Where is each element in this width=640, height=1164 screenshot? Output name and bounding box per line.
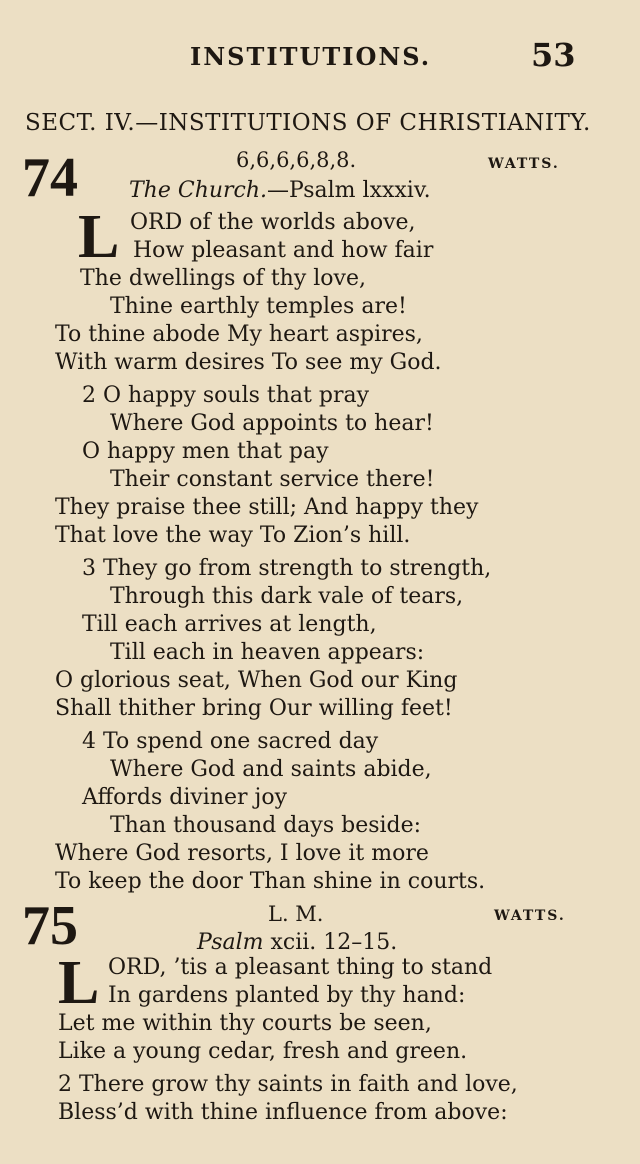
verse-line: Than thousand days beside: [110,813,422,838]
verse-line: With warm desires To see my God. [55,350,442,375]
hymn-subtitle [197,930,397,955]
verse-line: The dwellings of thy love, [80,266,366,291]
hymn-author: WATTS. [488,156,560,172]
verse-line: 2 O happy souls that pray [82,383,370,408]
verse-line: O glorious seat, When God our King [55,668,458,693]
verse-line: Bless’d with thine influence from above: [58,1100,508,1125]
verse-line: Through this dark vale of tears, [110,584,464,609]
verse-line: Till each arrives at length, [82,612,377,637]
verse-line: How pleasant and how fair [133,238,434,263]
drop-cap: L [58,949,100,1017]
running-header: INSTITUTIONS. [190,42,432,71]
hymn-subtitle-text: —Psalm lxxxiv. [267,178,431,203]
hymn-meter: L. M. [268,902,324,926]
page-number: 53 [531,36,576,74]
verse-line: Shall thither bring Our willing feet! [55,696,453,721]
hymn-subtitle-text: xcii. 12–15. [263,930,398,955]
hymn-subtitle-italic: The Church. [129,178,268,203]
verse-line: To keep the door Than shine in courts. [55,869,486,894]
verse-line: Where God and saints abide, [110,757,432,782]
verse-line: 3 They go from strength to strength, [82,556,492,581]
hymn-author: WATTS. [494,908,566,924]
hymn-meter: 6,6,6,6,8,8. [236,148,357,172]
verse-line: Their constant service there! [110,467,435,492]
hymn-subtitle-italic: Psalm [197,930,264,955]
verse-line: Like a young cedar, fresh and green. [58,1039,468,1064]
verse-line: ORD of the worlds above, [130,210,416,235]
verse-line: Affords diviner joy [82,785,288,810]
drop-cap: L [78,203,120,271]
verse-line: Where God appoints to hear! [110,411,434,436]
section-title: SECT. IV.—INSTITUTIONS OF CHRISTIANITY. [25,110,591,136]
verse-line: They praise thee still; And happy they [55,495,479,520]
verse-line: O happy men that pay [82,439,329,464]
hymn-number: 75 [22,895,78,957]
verse-line: That love the way To Zion’s hill. [55,523,411,548]
verse-line: 4 To spend one sacred day [82,729,379,754]
verse-line: Where God resorts, I love it more [55,841,429,866]
hymn-subtitle [129,178,431,203]
verse-line: 2 There grow thy saints in faith and love, [58,1072,518,1097]
verse-line: Thine earthly temples are! [110,294,407,319]
verse-line: Till each in heaven appears: [110,640,425,665]
verse-line: In gardens planted by thy hand: [108,983,466,1008]
verse-line: To thine abode My heart aspires, [55,322,423,347]
verse-line: ORD, ’tis a pleasant thing to stand [108,955,493,980]
hymn-number: 74 [22,147,78,209]
verse-line: Let me within thy courts be seen, [58,1011,432,1036]
